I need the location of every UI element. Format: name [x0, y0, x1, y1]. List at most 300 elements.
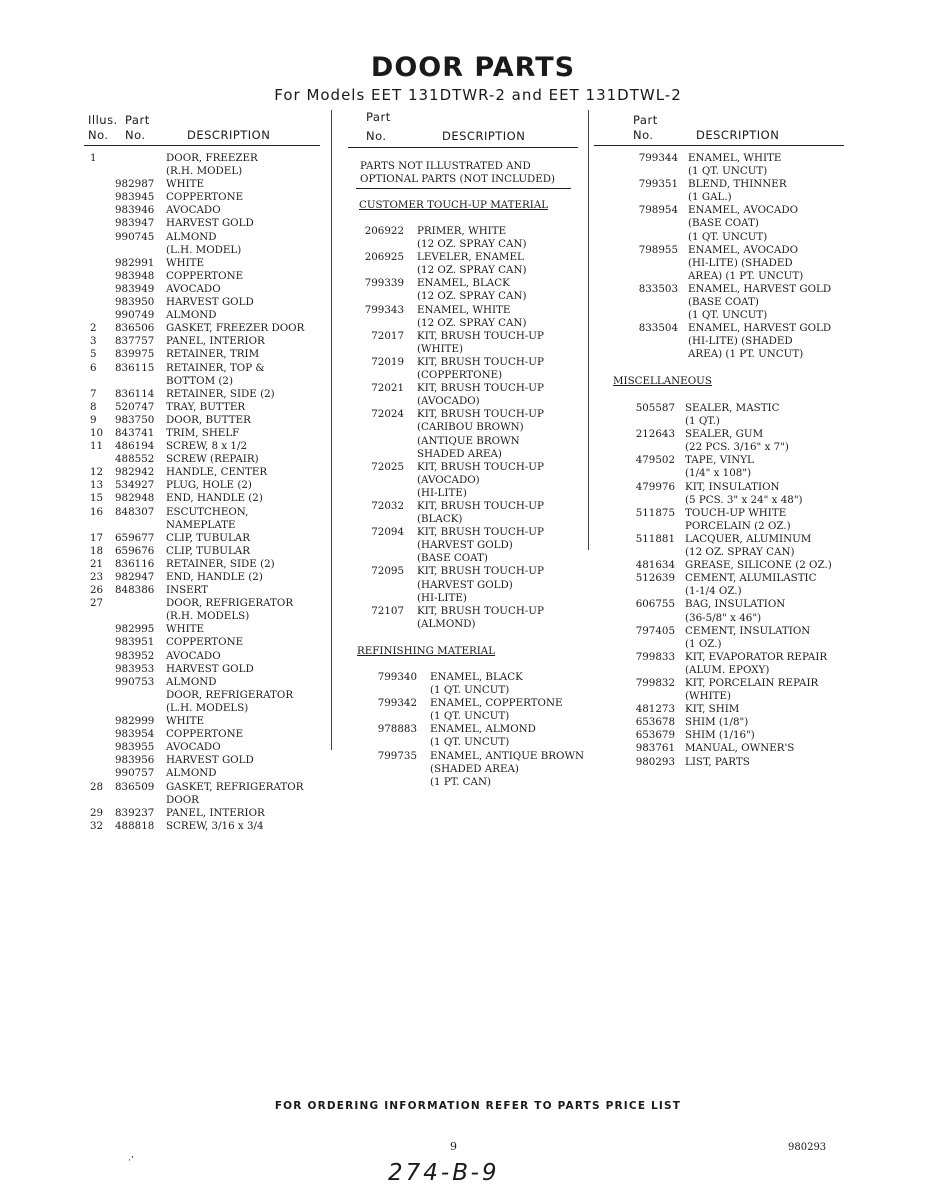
part-description: ENAMEL, HARVEST GOLD — [688, 282, 832, 295]
part-number: 983946 — [115, 204, 155, 217]
handwritten-annotation: 274-B-9 — [388, 1160, 500, 1186]
part-description: LACQUER, ALUMINUM — [685, 532, 812, 545]
part-description: PORCELAIN (2 OZ.) — [685, 519, 791, 532]
part-description: (L.H. MODELS) — [166, 701, 249, 714]
part-row — [90, 715, 330, 728]
illus-number: 1 — [90, 152, 97, 164]
part-number: 481273 — [635, 703, 675, 716]
part-row — [90, 466, 330, 479]
part-row — [345, 369, 585, 382]
description-header: DESCRIPTION — [187, 128, 271, 142]
not-illustrated-note — [360, 160, 555, 186]
column-divider-right — [588, 110, 589, 550]
part-number: 799340 — [377, 671, 417, 683]
part-row — [90, 388, 330, 401]
part-number: 983953 — [115, 662, 155, 675]
part-row — [622, 191, 872, 204]
part-row — [90, 728, 330, 741]
part-number: 980293 — [635, 755, 675, 768]
part-number: 479502 — [635, 454, 675, 467]
part-description: SHIM (1/8") — [685, 716, 749, 729]
part-row — [358, 723, 598, 736]
part-number: 982942 — [115, 466, 155, 479]
part-row — [622, 217, 872, 230]
part-row — [622, 283, 872, 296]
part-description: AVOCADO — [166, 282, 221, 295]
part-description: (1 GAL.) — [688, 191, 732, 204]
part-description: ENAMEL, ALMOND — [430, 723, 536, 736]
part-number: 72019 — [371, 355, 404, 368]
part-description: (ALMOND) — [417, 617, 476, 630]
illus-number: 26 — [90, 584, 104, 597]
part-row — [622, 152, 872, 165]
part-description: KIT, PORCELAIN REPAIR — [685, 676, 819, 689]
part-description: HARVEST GOLD — [166, 662, 254, 675]
part-row — [345, 605, 585, 618]
part-description: TOUCH-UP WHITE — [685, 506, 787, 519]
part-number: 983750 — [115, 413, 155, 426]
part-row — [345, 435, 585, 448]
part-number: 983951 — [115, 636, 155, 649]
part-description: LIST, PARTS — [685, 755, 750, 768]
part-description: AVOCADO — [166, 741, 221, 754]
part-description: TRIM, SHELF — [166, 426, 240, 439]
part-description: SEALER, MASTIC — [685, 402, 780, 414]
part-row — [619, 690, 869, 703]
part-number: 479976 — [635, 480, 675, 493]
part-number: 212643 — [635, 428, 675, 441]
part-row — [358, 710, 598, 723]
part-description: ENAMEL, WHITE — [688, 152, 782, 164]
part-row — [90, 584, 330, 597]
part-row — [619, 638, 869, 651]
part-description: PANEL, INTERIOR — [166, 806, 265, 819]
part-description: KIT, BRUSH TOUCH-UP — [417, 565, 544, 578]
part-row — [90, 519, 330, 532]
part-row — [622, 348, 872, 361]
illus-number: 6 — [90, 361, 97, 374]
part-number: 982947 — [115, 571, 155, 583]
part-number: 799351 — [638, 178, 678, 191]
part-description: KIT, BRUSH TOUCH-UP — [417, 355, 544, 368]
part-row — [345, 304, 585, 317]
part-description: WHITE — [166, 256, 205, 269]
part-number: 836506 — [115, 322, 155, 335]
part-row — [90, 492, 330, 505]
part-description: ENAMEL, AVOCADO — [688, 204, 799, 217]
note-line-1: PARTS NOT ILLUSTRATED AND — [360, 160, 531, 172]
part-row — [619, 756, 869, 769]
part-description: ALMOND — [166, 675, 217, 688]
part-row — [619, 467, 869, 480]
part-row — [90, 283, 330, 296]
part-row — [345, 618, 585, 631]
part-row — [619, 494, 869, 507]
part-row — [90, 348, 330, 361]
part-description: ENAMEL, ANTIQUE BROWN — [430, 749, 585, 762]
part-number: 799735 — [377, 749, 417, 762]
part-row — [90, 807, 330, 820]
part-description: WHITE — [166, 178, 205, 191]
part-number: 606755 — [635, 598, 675, 611]
part-row — [619, 546, 869, 559]
part-row — [345, 317, 585, 330]
part-description: (CARIBOU BROWN) — [417, 421, 524, 434]
part-number: 206922 — [364, 225, 404, 237]
part-row — [619, 703, 869, 716]
part-row — [90, 257, 330, 270]
part-description: KIT, BRUSH TOUCH-UP — [417, 526, 544, 539]
part-header-bottom: No. — [366, 129, 387, 143]
part-header-bottom: No. — [633, 128, 654, 142]
part-row — [622, 165, 872, 178]
part-description: (5 PCS. 3" x 24" x 48") — [685, 493, 803, 506]
part-row — [619, 441, 869, 454]
part-row — [90, 754, 330, 767]
part-row — [90, 427, 330, 440]
part-row — [358, 776, 598, 789]
part-description: TAPE, VINYL — [685, 454, 754, 467]
part-row — [345, 251, 585, 264]
part-description: WHITE — [166, 623, 205, 636]
part-row — [90, 296, 330, 309]
part-number: 836115 — [115, 361, 155, 374]
illus-number: 12 — [90, 466, 104, 479]
part-row — [345, 238, 585, 251]
part-number: 836509 — [115, 780, 155, 793]
part-description: (1/4" x 108") — [685, 467, 752, 480]
part-number: 833503 — [638, 282, 678, 295]
part-row — [90, 741, 330, 754]
part-row — [619, 533, 869, 546]
part-description: END, HANDLE (2) — [166, 571, 263, 583]
illus-number: 2 — [90, 322, 97, 335]
part-description: NAMEPLATE — [166, 518, 236, 531]
part-row — [358, 684, 598, 697]
part-row — [345, 565, 585, 578]
part-row — [345, 526, 585, 539]
part-description: ALMOND — [166, 230, 217, 243]
part-number: 72095 — [371, 565, 404, 578]
part-number: 511881 — [635, 532, 675, 545]
part-number: 534927 — [115, 479, 155, 492]
part-row — [619, 598, 869, 611]
misc-list — [619, 402, 869, 769]
part-description: CLIP, TUBULAR — [166, 531, 250, 544]
part-description: COPPERTONE — [166, 191, 244, 204]
part-row — [619, 559, 869, 572]
part-row — [90, 597, 330, 610]
part-description: PLUG, HOLE (2) — [166, 479, 252, 492]
part-row — [358, 763, 598, 776]
part-description: (HARVEST GOLD) — [417, 578, 513, 591]
part-row — [358, 671, 598, 684]
part-number: 983956 — [115, 754, 155, 767]
part-number: 486194 — [115, 440, 155, 453]
part-row — [622, 335, 872, 348]
part-number: 983950 — [115, 296, 155, 309]
part-description: ENAMEL, WHITE — [417, 303, 511, 316]
part-number: 520747 — [115, 400, 155, 413]
part-description: (AVOCADO) — [417, 473, 480, 486]
part-description: SEALER, GUM — [685, 428, 764, 441]
part-description: SCREW, 3/16 x 3/4 — [166, 819, 264, 832]
part-description: COPPERTONE — [166, 728, 244, 741]
illus-number: 32 — [90, 819, 104, 832]
part-row — [619, 402, 869, 415]
note-line-2: OPTIONAL PARTS (NOT INCLUDED) — [360, 173, 556, 185]
part-description: BOTTOM (2) — [166, 374, 233, 387]
part-row — [345, 474, 585, 487]
part-row — [345, 343, 585, 356]
part-description: (12 OZ. SPRAY CAN) — [417, 238, 527, 251]
part-description: KIT, BRUSH TOUCH-UP — [417, 499, 544, 512]
part-description: KIT, SHIM — [685, 703, 740, 716]
part-description: ESCUTCHEON, — [166, 505, 249, 518]
part-row — [619, 716, 869, 729]
illus-number: 17 — [90, 531, 104, 544]
part-description: CLIP, TUBULAR — [166, 544, 250, 557]
touchup-list — [345, 225, 585, 631]
part-description: (L.H. MODEL) — [166, 243, 242, 256]
note-rule — [356, 188, 571, 189]
part-number: 990749 — [115, 309, 155, 322]
part-description: (COPPERTONE) — [417, 369, 503, 382]
part-row — [90, 204, 330, 217]
part-row — [622, 231, 872, 244]
part-description: INSERT — [166, 584, 209, 597]
part-number: 982995 — [115, 623, 155, 636]
col3-header-rule — [594, 145, 844, 146]
part-description: HARVEST GOLD — [166, 754, 254, 767]
part-row — [90, 152, 330, 165]
part-row — [345, 448, 585, 461]
part-number: 982948 — [115, 492, 155, 505]
part-description: (HI-LITE) — [417, 591, 467, 604]
illus-number: 29 — [90, 806, 104, 819]
part-description: SHADED AREA) — [417, 447, 502, 460]
part-number: 206925 — [364, 251, 404, 264]
illus-number: 8 — [90, 400, 97, 413]
part-number: 488552 — [115, 453, 155, 466]
part-description: ALMOND — [166, 309, 217, 322]
part-row — [619, 415, 869, 428]
part-description: (36-5/8" x 46") — [685, 611, 762, 624]
part-row — [90, 362, 330, 375]
part-description: (1 QT. UNCUT) — [430, 736, 510, 749]
part-row — [90, 375, 330, 388]
part-row — [619, 625, 869, 638]
part-number: 848307 — [115, 505, 155, 518]
part-row — [622, 178, 872, 191]
part-row — [90, 453, 330, 466]
part-row — [619, 651, 869, 664]
part-row — [619, 677, 869, 690]
part-number: 511875 — [635, 506, 675, 519]
page-number: 9 — [450, 1140, 457, 1153]
part-row — [619, 520, 869, 533]
part-description: (BASE COAT) — [417, 552, 488, 565]
part-row — [90, 191, 330, 204]
part-description: AREA) (1 PT. UNCUT) — [688, 269, 804, 282]
part-row — [90, 636, 330, 649]
part-number: 797405 — [635, 624, 675, 637]
part-description: RETAINER, TOP & — [166, 361, 265, 374]
refinish-heading: REFINISHING MATERIAL — [357, 645, 496, 657]
part-number: 481634 — [635, 559, 675, 572]
part-description: (R.H. MODELS) — [166, 610, 250, 623]
page-title: DOOR PARTS — [370, 52, 576, 83]
part-row — [619, 454, 869, 467]
part-number: 983948 — [115, 269, 155, 282]
part-description: DOOR, FREEZER — [166, 152, 258, 164]
part-number: 843741 — [115, 426, 155, 439]
part-description: (1 QT. UNCUT) — [688, 230, 768, 243]
part-row — [622, 309, 872, 322]
part-number: 798954 — [638, 204, 678, 217]
part-number: 982987 — [115, 178, 155, 191]
col1-header — [88, 113, 328, 145]
part-number: 983954 — [115, 728, 155, 741]
illus-number: 27 — [90, 597, 104, 610]
part-number: 839237 — [115, 806, 155, 819]
part-row — [345, 382, 585, 395]
part-description: (ALUM. EPOXY) — [685, 663, 770, 676]
part-description: ENAMEL, COPPERTONE — [430, 697, 563, 710]
part-description: CEMENT, INSULATION — [685, 624, 811, 637]
part-description: (12 OZ. SPRAY CAN) — [417, 316, 527, 329]
part-row — [345, 579, 585, 592]
part-row — [345, 356, 585, 369]
part-number: 72024 — [371, 408, 404, 421]
part-description: CEMENT, ALUMILASTIC — [685, 572, 817, 585]
part-row — [619, 428, 869, 441]
part-number: 848386 — [115, 584, 155, 597]
part-row — [90, 335, 330, 348]
part-number: 982991 — [115, 256, 155, 269]
part-description: ENAMEL, HARVEST GOLD — [688, 322, 832, 335]
part-description: (1 QT.) — [685, 415, 720, 428]
part-description: ENAMEL, AVOCADO — [688, 243, 799, 256]
part-description: (1 OZ.) — [685, 637, 722, 650]
part-row — [90, 270, 330, 283]
part-description: HARVEST GOLD — [166, 296, 254, 309]
part-description: COPPERTONE — [166, 269, 244, 282]
part-description: (HARVEST GOLD) — [417, 539, 513, 552]
part-description: COPPERTONE — [166, 636, 244, 649]
part-description: BAG, INSULATION — [685, 598, 786, 611]
part-description: SCREW, 8 x 1/2 — [166, 440, 248, 453]
part-row — [90, 401, 330, 414]
part-description: RETAINER, SIDE (2) — [166, 557, 275, 570]
part-row — [345, 264, 585, 277]
part-row — [345, 513, 585, 526]
part-row — [90, 244, 330, 257]
part-header-top: Part — [633, 113, 658, 127]
illus-number: 21 — [90, 557, 104, 570]
part-description: KIT, BRUSH TOUCH-UP — [417, 408, 544, 421]
part-description: SCREW (REPAIR) — [166, 453, 259, 466]
part-row — [90, 309, 330, 322]
part-description: HANDLE, CENTER — [166, 466, 268, 479]
part-description: (R.H. MODEL) — [166, 165, 243, 178]
column-divider-left — [331, 110, 332, 750]
part-description: (1 QT. UNCUT) — [688, 165, 768, 178]
illus-number: 5 — [90, 348, 97, 361]
part-header-top: Part — [125, 113, 150, 127]
part-number: 837757 — [115, 335, 155, 348]
part-description: KIT, BRUSH TOUCH-UP — [417, 604, 544, 617]
part-description: (HI-LITE) (SHADED — [688, 335, 793, 348]
part-header-bottom: No. — [125, 128, 146, 142]
part-row — [345, 395, 585, 408]
part-description: (ANTIQUE BROWN — [417, 434, 520, 447]
part-description: (BASE COAT) — [688, 296, 759, 309]
part-description: RETAINER, SIDE (2) — [166, 387, 275, 400]
part-row — [358, 736, 598, 749]
col3-enamel-list — [622, 152, 872, 362]
illus-number: 10 — [90, 426, 104, 439]
part-row — [90, 663, 330, 676]
part-description: KIT, INSULATION — [685, 480, 780, 493]
part-description: KIT, BRUSH TOUCH-UP — [417, 460, 544, 473]
part-description: ENAMEL, BLACK — [417, 277, 510, 290]
part-description: TRAY, BUTTER — [166, 400, 246, 413]
part-description: KIT, BRUSH TOUCH-UP — [417, 382, 544, 395]
part-row — [90, 532, 330, 545]
part-number: 72032 — [371, 499, 404, 512]
part-description: END, HANDLE (2) — [166, 492, 263, 505]
col3-header — [633, 113, 853, 145]
part-description: (12 OZ. SPRAY CAN) — [417, 264, 527, 277]
part-row — [90, 571, 330, 584]
part-description: (1 QT. UNCUT) — [430, 710, 510, 723]
part-description: WHITE — [166, 715, 205, 728]
part-row — [345, 408, 585, 421]
illus-number: 13 — [90, 479, 104, 492]
part-row — [90, 322, 330, 335]
part-number: 799342 — [377, 697, 417, 710]
part-row — [622, 270, 872, 283]
part-row — [622, 204, 872, 217]
illus-number: 28 — [90, 780, 104, 793]
illus-number: 23 — [90, 571, 104, 583]
touchup-heading: CUSTOMER TOUCH-UP MATERIAL — [359, 199, 549, 211]
part-number: 72017 — [371, 329, 404, 342]
part-description: (BASE COAT) — [688, 217, 759, 230]
part-row — [90, 767, 330, 780]
part-number: 983955 — [115, 741, 155, 754]
part-description: (WHITE) — [417, 342, 464, 355]
part-row — [622, 322, 872, 335]
part-row — [90, 506, 330, 519]
part-row — [90, 610, 330, 623]
part-row — [345, 461, 585, 474]
illus-header-top: Illus. — [88, 113, 118, 127]
page-subtitle: For Models EET 131DTWR-2 and EET 131DTWL-2 — [274, 86, 682, 104]
part-number: 72094 — [371, 526, 404, 539]
part-description: (AVOCADO) — [417, 395, 480, 408]
part-description: GREASE, SILICONE (2 OZ.) — [685, 559, 832, 572]
part-description: (SHADED AREA) — [430, 762, 519, 775]
part-number: 72021 — [371, 382, 404, 395]
part-row — [90, 440, 330, 453]
part-row — [619, 507, 869, 520]
part-description: MANUAL, OWNER'S — [685, 742, 795, 755]
part-row — [90, 178, 330, 191]
part-number: 659677 — [115, 531, 155, 544]
part-row — [345, 290, 585, 303]
